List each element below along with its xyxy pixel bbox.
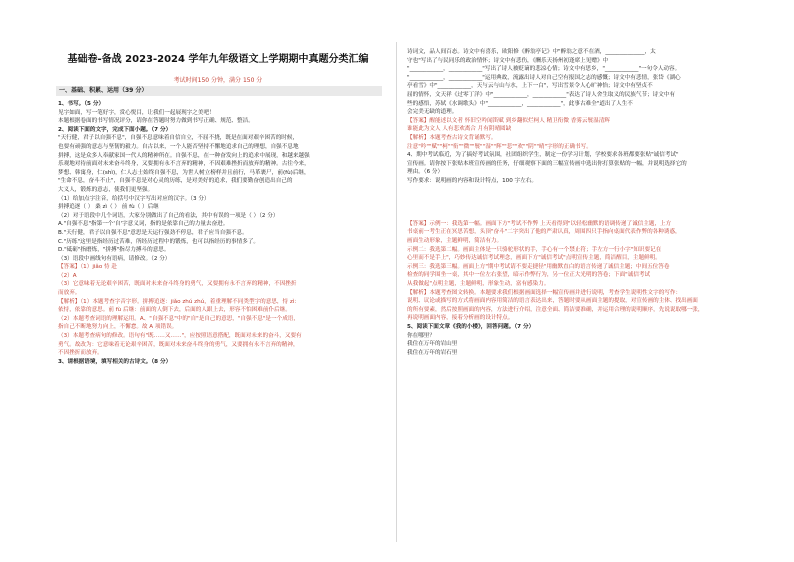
left-text-line: （3）本题考查病句的修改。语句有"既……又……"，应按照语意搭配，既面对未来的奋斗，又要有 (58, 333, 302, 340)
left-text-line: 而放弃。 (58, 290, 81, 297)
left-text-line: 本题根据卷面的书写情况评分，请你在答题时努力做到书写正确、规范、整洁。 (58, 118, 254, 125)
left-text-line: "生命不息，奋斗不止"，自强不息是对心灵的历练，是对美好的追求，我们要勤奋创造出自己的 (58, 178, 293, 185)
right-text-line: 【解析】本题考查古诗文背诵默写。 (407, 134, 497, 141)
right-text-line: 检查的同学围坐一桌，其中一位左右张望，暗示作弊行为，另一位正大光明的答卷；下面"诚信考试 (407, 272, 651, 279)
right-text-line: 会完美无缺的道理。 (407, 109, 458, 116)
left-text-line: 依恃，依靠的意思。前 fù 后继：前面的人倒下去，后面的人跟上去，形容不怕困难前仆后继。 (58, 307, 291, 314)
right-text-line (407, 203, 785, 212)
left-text-line: 【解析】（1）本题考查字音字形。拼搏追逐：jiǎo zhú zhú，着重理解不同类型字的意思，恃 zì： (58, 298, 300, 305)
right-text-line: "____________，____________"写出了诗人被贬谪的悲凉心情；诗文中有思乡，"____________"一句令人动容。 (407, 66, 681, 73)
right-text-line: 些的感悟，苏轼《水调歌头》中"____________，____________"，此事古难全"道出了人生不 (407, 100, 633, 107)
left-text-line: 【答案】（1）jiǎo 恃 赴 (58, 264, 118, 271)
left-text-line: 1、书写。（5 分） (58, 101, 105, 107)
left-text-line: （2）对于语段中几个词语，大家分别做出了自己的看法，其中有误的一项是（ ）（2 分） (58, 212, 279, 219)
left-text-line: （2）A (58, 272, 77, 279)
right-text-line: 我住在万年的岩山里 (407, 341, 458, 348)
right-text-line: 屈的情怀，文天祥《过零丁洋》中"____________，____________"表达了诗人舍生取义的民族气节；诗文中有 (407, 91, 676, 98)
right-text-line (407, 211, 785, 220)
right-text-line (407, 186, 785, 195)
right-text-line: 写作要求：说明画的内容和设计特点，100 字左右。 (407, 177, 537, 184)
left-text-line: 2、阅读下面的文字，完成下面小题。（7 分） (58, 126, 172, 133)
document-title: 基础卷-备战 2023-2024 学年九年级语文上学期期中真题分类汇编 (67, 54, 369, 65)
left-column-text (58, 100, 383, 366)
right-page (397, 0, 794, 562)
left-text-line: （3）它意味着无论艰辛困苦，既面对未来奋斗终身的勇气，又要拥有永不言弃的精神，不因挫折 (58, 281, 297, 288)
left-text-line: 乐观地对待前面对未来奋斗终身，又要拥有永不言弃的精神，不因艰难挫折而放弃的精神。古往今来， (58, 161, 310, 168)
left-text-line: 指自己不断地努力向上，不懈怠。故 A 项错误。 (58, 324, 178, 331)
right-text-line: 说明、议论或描写的方式将画面内容用简洁的语言表达出来，答题时要从画面主题的提取，对宣传画的主体、找出画面 (407, 298, 698, 305)
left-text-line: 见字如面，写一笔好字，赏心悦目，让我们一起展现字之美吧！ (58, 109, 215, 116)
right-text-line: 诗词文，品人间百态。诗文中有喜乐，欧阳修《醉翁亭记》中"醉翁之意不在酒，______________，太 (407, 49, 656, 55)
left-text-line: 梦想、韩寓身，仁(shì)，仁人志士始终自强不息，为世人树立榜样并且前行，马革裹尸，前(fù)后继， (58, 169, 310, 176)
section-header: 一、基础、积累、运用（39 分） (56, 86, 382, 96)
right-text-line: 再说明画面内容，接着分析画的设计特点。 (407, 315, 514, 322)
right-text-line: "____________，____________"运用典故，流露出诗人对自己空有报国之志的感慨；诗文中有悲情，张岱《湖心 (407, 74, 681, 81)
right-text-line: 【解析】本题考查图文转换。本题要求我们根据画面选择一幅宣传画并进行说明，考查学生说明性文字的写作： (407, 289, 682, 296)
right-text-line: 宣传画。请你按下张贴本班宣传画的任务，仔细观察下面的三幅宣传画中选出你打算张贴的一幅，并说明选择它的 (407, 160, 687, 167)
left-text-line: （2）本题考查词语的理解运用。A、"自强不息"中的"自"是自己的意思，"自强不息"是一个成语， (58, 315, 299, 322)
left-text-line: B."天行健，君子以自强不息"意思是天运行强劲不停息，君子应当自强不息。 (58, 229, 248, 236)
left-text-line: （3）语段中画线句有语病，请修改。（2 分） (58, 255, 171, 262)
right-text-line: 理由。（6 分） (407, 169, 444, 176)
right-text-line: 的所有要素，然后按照画面的内容，方法进行介绍，注意全面、简洁要准确，并运用合理的说明顺序，先说说取哪一张， (407, 306, 704, 313)
left-text-line: 大义人，锻炼的意志，使我们更坚强。 (58, 186, 154, 193)
right-text-line: 守也"写出了与民同乐的政治情怀；诗文中有悲伤，《酬乐天扬州初逢席上见赠》中 (407, 57, 609, 64)
right-text-line: 书桌前一考生正在冥思苦想，头顶"奋斗"二字突出了他的严肃认真，周围四只手指向桌面代表作弊的各种诱惑， (407, 229, 681, 236)
exam-info: 考试时间150 分钟，满分 150 分 (173, 77, 263, 84)
right-column-text (407, 48, 785, 357)
right-text-line: 亭看雪》中"____________，天与云与山与水，上下一白"，写出雪景令人心旷神怡；诗文中有坚贞不 (407, 83, 653, 90)
right-text-line: 从我做起"点明主题，主题鲜明，形象生动，富有感染力。 (407, 281, 550, 288)
right-text-line: 我住在万年的岩石里 (407, 349, 458, 356)
left-text-line: 拼搏追逐（ ） 桑 zì（ ） 前 fù（ ）后继 (58, 204, 159, 211)
right-text-line: 你在哪里？ (407, 332, 435, 339)
left-text-line: C."历练"这里是指经历过苦难，所经历过程中的锻炼，也可以指经历的事情多了。 (58, 238, 260, 245)
left-text-line: A."自强不息"指第一个'自'字意义词，指的是依靠自己的力量去奋进。 (58, 221, 229, 228)
right-text-line: 画面生动形象，主题鲜明，简洁有力。 (407, 238, 503, 245)
right-text-line: 示例二：我选第二幅。画面主体是一只骆驼形状的手，手心有一个禁止符；手左方一行小字"知识要记在 (407, 246, 662, 253)
right-text-line: 5、阅读下面文章《我的小楼》，回答问题。（7 分） (407, 324, 535, 330)
left-text-line: 拼搏，这是众多人奉献家国一代人的精神所在。自强不息，在一种奋发向上的追求中展现，和越来越强 (58, 152, 310, 159)
left-text-line: 勇气。故改为：它意味着无论艰辛困苦，既面对未来奋斗终身的勇气，又要拥有永不言弃的精神， (58, 341, 299, 348)
right-text-line: 谁能此为文人 人有悲欢离合 月有阴晴圆缺 (407, 126, 512, 133)
right-text-line: 心里而不是手上"，巧妙传达诚信考试理念，画面下方"诚信考试"点明宣传主题，简洁醒目，主题鲜明。 (407, 255, 661, 262)
right-text-line: 【答案】示例一：我选第一幅。画面下方"考试不作弊 上天看得到"以轻松幽默的语调传递了诚信主题，上方 (407, 220, 672, 227)
left-text-line: D."砥砺"指磨炼，"拼搏"指尽力搏斗的意思。 (58, 247, 170, 254)
left-text-line: 不因挫折而放弃。 (58, 350, 103, 357)
left-text-line: 3、请根据语境，填写相关的古诗文。（8 分） (58, 358, 172, 365)
right-text-line: 4、期中考试临近，为了搞好考试氛围，社团组织学生，制定一份学习计划，学校要求各班都要张贴"诚信考试" (407, 152, 679, 159)
right-text-line: 【答案】醒能述以文者 怀旧空吟闻笛赋 到乡翻似烂柯人 精卫衔微 香雾云鬟湿清辉 (407, 117, 610, 124)
left-text-line: "天行健，君子以自强不息"，自强不息意味着自信自立，不屈不挠，既是在面对艰辛困苦的时候， (58, 135, 299, 142)
right-text-line: 示例三：我选第三幅。画面上方"期中考试请不要走捷径"用幽默直白的语言传递了诚信主题；中间五位答卷 (407, 263, 670, 270)
right-text-line: 注意"吟""赋""柯""衔""微""鬟""湿""辉""悲""欢""阴""晴"字形的正确书写。 (407, 143, 592, 150)
left-text-line: （1）给加点字注音，给括号中汉字写出对应的汉字。（3 分） (58, 195, 210, 202)
left-text-line: 也要有顽强的意志与坚韧的毅力。自古以来，一个人能否坚持不懈地追求自己的理想，自强不息地 (58, 143, 299, 150)
right-text-line (407, 194, 785, 203)
